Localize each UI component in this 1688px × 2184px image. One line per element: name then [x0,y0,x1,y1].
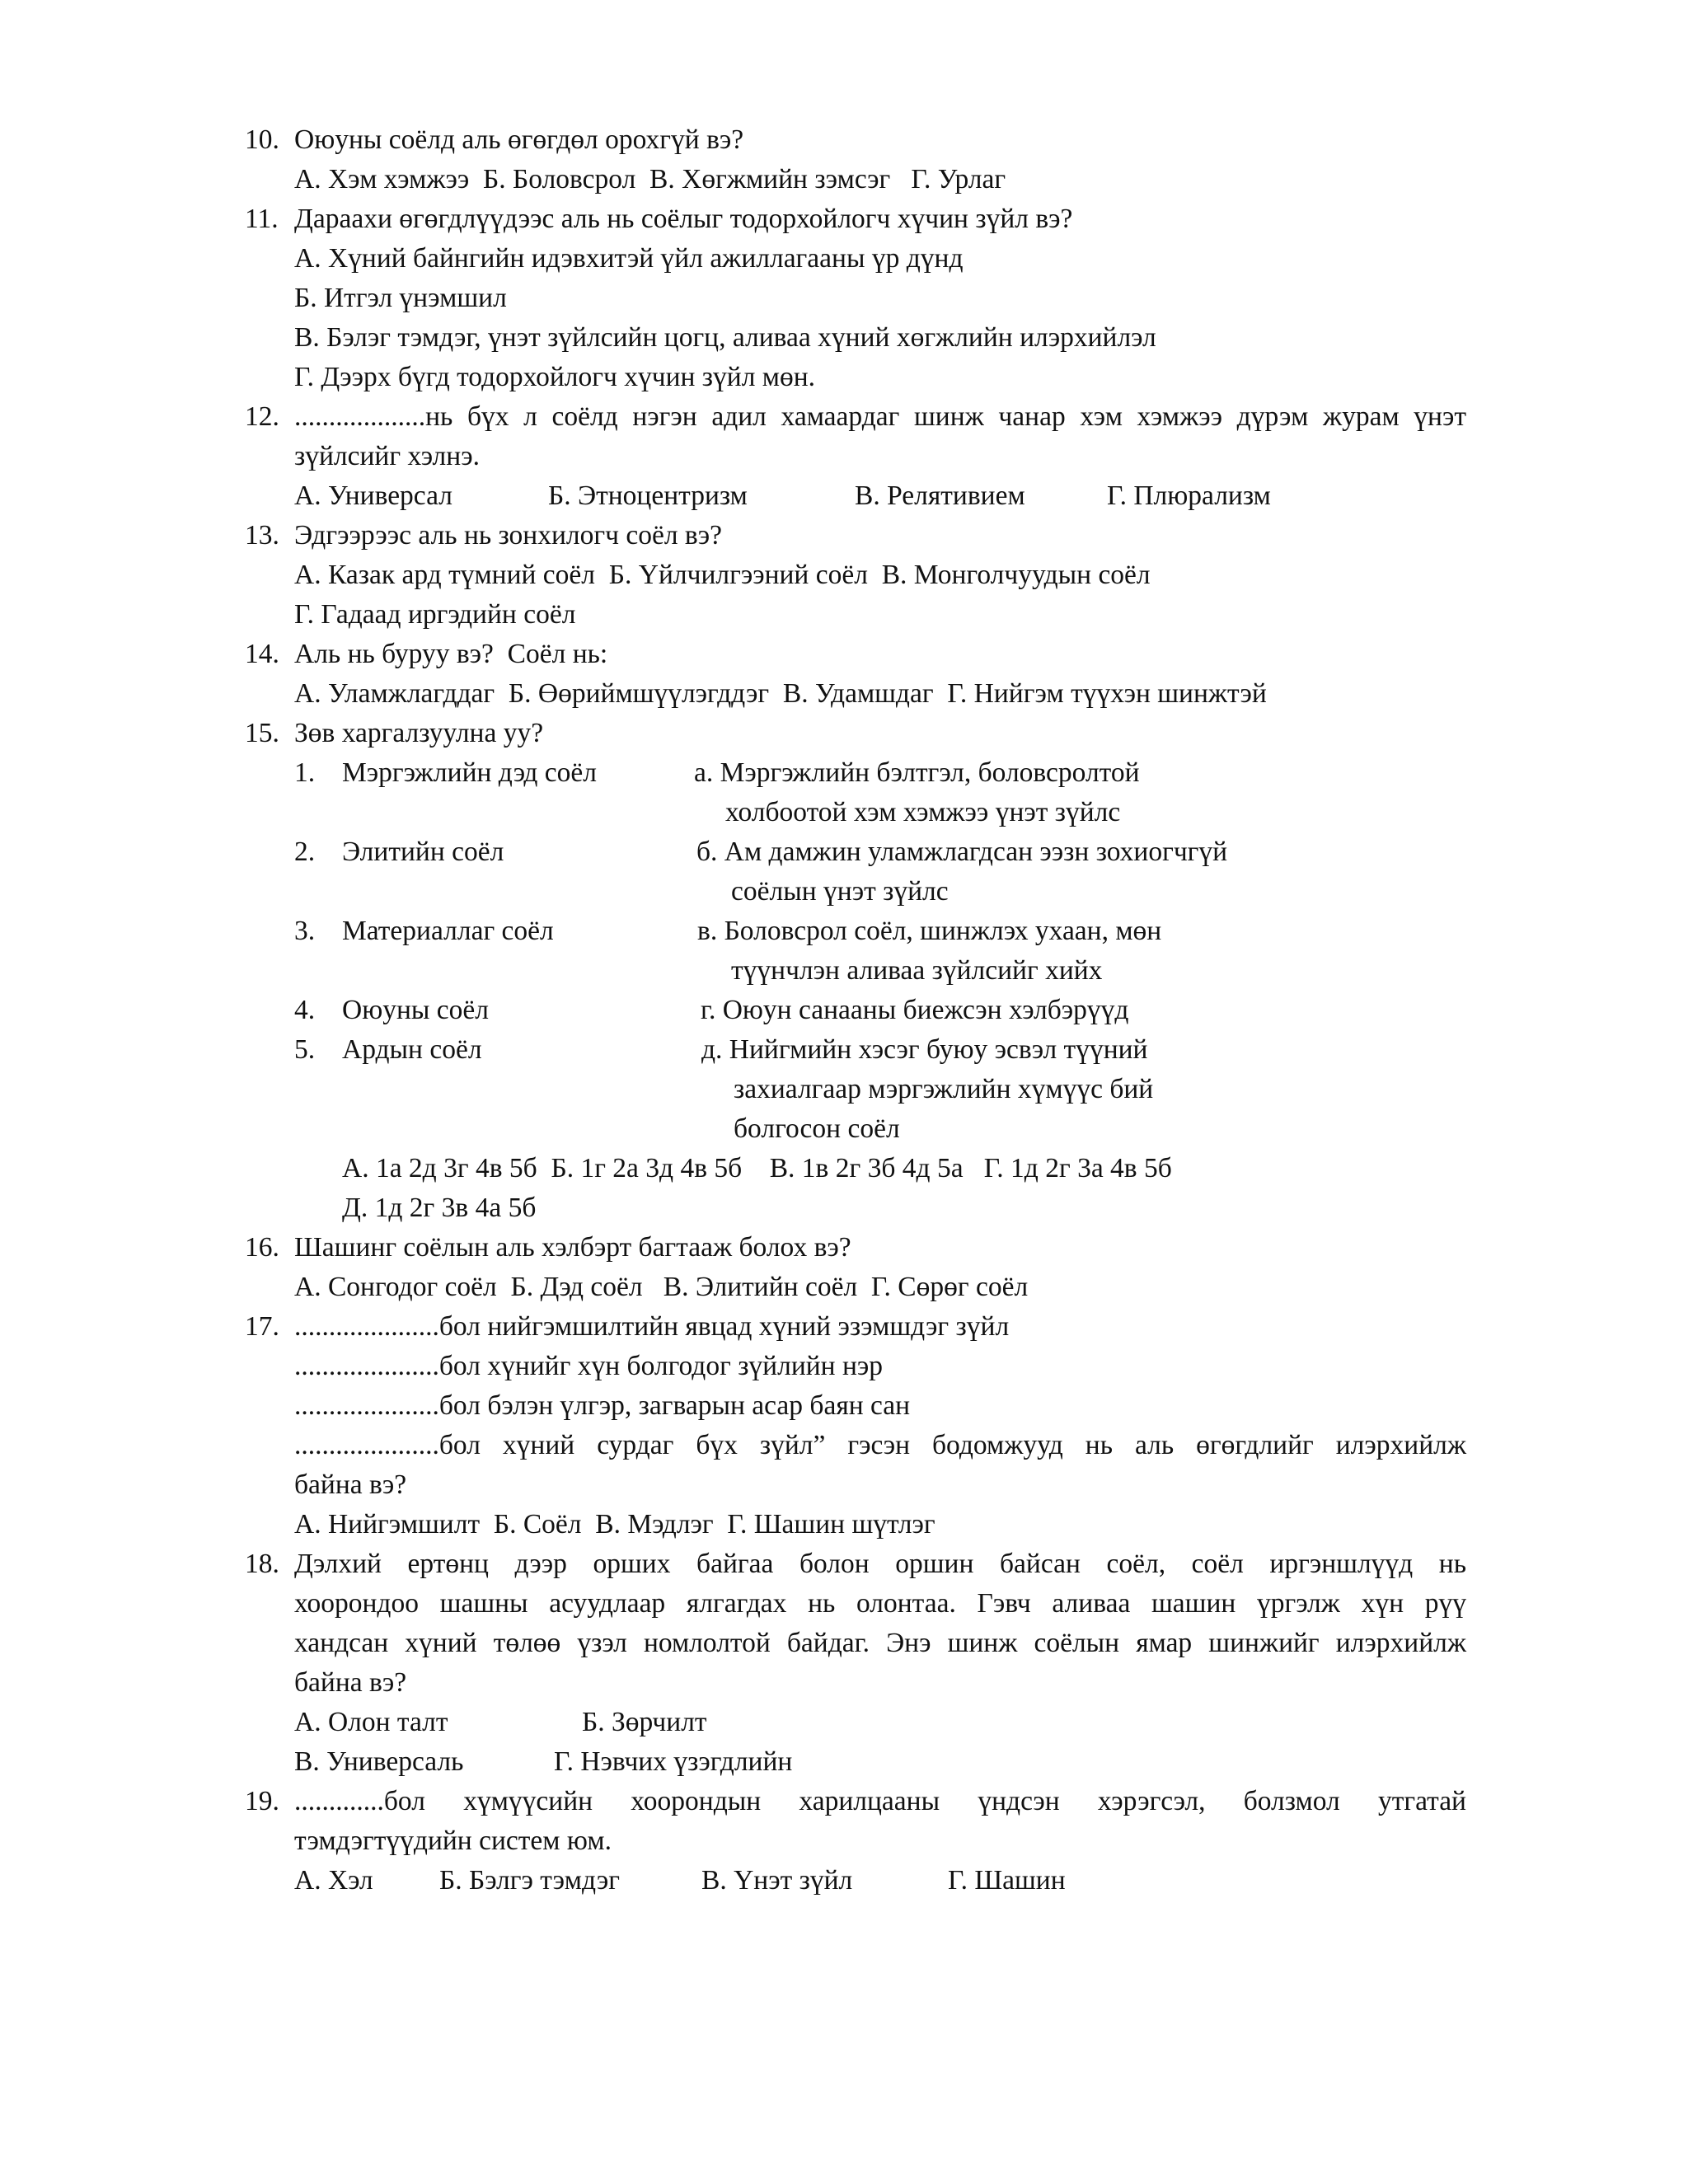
answer-option: Б. Зөрчилт [582,1707,707,1737]
question-text-cont: хандсан хүний төлөө үзэл номлолтой байдаг. Энэ шинж соёлын ямар шинжийг илэрхийлж [294,1628,1466,1658]
question-text: Зөв харгалзуулна уу? [294,718,544,748]
match-left-item: Мэргэжлийн дэд соёл [342,757,597,788]
question-number: 17. [245,1311,279,1342]
answer-options: А. Казак ард түмний соёл Б. Үйлчилгээний соёл В. Монголчуудын соёл [294,560,1151,590]
match-right-item: г. Оюун санааны биежсэн хэлбэрүүд [701,995,1129,1025]
question-text: .....................бол нийгэмшилтийн явцад хүний эзэмшдэг зүйл [294,1311,1010,1342]
question-number: 11. [245,204,279,234]
question-number: 18. [245,1549,279,1579]
match-right-item-cont: захиалгаар мэргэжлийн хүмүүс бий [734,1074,1154,1104]
question-text-cont: тэмдэгтүүдийн систем юм. [294,1825,612,1856]
answer-option: В. Универсаль [294,1746,464,1777]
match-left-number: 2. [294,837,316,867]
question-text: ...................нь бүх л соёлд нэгэн адил хамаардаг шинж чанар хэм хэмжээ дүрэм журам үнэт [294,401,1466,432]
match-left-number: 5. [294,1034,316,1065]
match-right-item: б. Ам дамжин уламжлагдсан ээзн зохиогчгүй [696,837,1228,867]
match-left-item: Материаллаг соёл [342,916,554,946]
question-number: 16. [245,1232,279,1263]
match-right-item-cont: соёлын үнэт зүйлс [731,876,949,907]
answer-option: В. Релятивием [855,480,1025,511]
match-left-number: 4. [294,995,316,1025]
answer-option: Г. Нэвчих үзэгдлийн [554,1746,793,1777]
answer-option: А. Олон талт [294,1707,448,1737]
question-number: 19. [245,1786,279,1816]
question-text: Аль нь буруу вэ? Соёл нь: [294,639,608,669]
match-right-item: а. Мэргэжлийн бэлтгэл, боловсролтой [694,757,1140,788]
answer-option: Г. Плюрализм [1107,480,1271,511]
answer-options: А. Хэм хэмжээ Б. Боловсрол В. Хөгжмийн зэмсэг Г. Урлаг [294,164,1006,194]
question-number: 14. [245,639,279,669]
answer-options: А. Нийгэмшилт Б. Соёл В. Мэдлэг Г. Шашин шүтлэг [294,1509,935,1540]
answer-options: А. Уламжлагддаг Б. Өөриймшүүлэгддэг В. Удамшдаг Г. Нийгэм түүхэн шинжтэй [294,678,1267,709]
question-number: 15. [245,718,279,748]
match-right-item: в. Боловсрол соёл, шинжлэх ухаан, мөн [697,916,1162,946]
match-right-item-cont: болгосон соёл [734,1113,900,1144]
answer-option: В. Бэлэг тэмдэг, үнэт зүйлсийн цогц, аливаа хүний хөгжлийн илэрхийлэл [294,322,1156,353]
match-left-number: 1. [294,757,316,788]
match-left-item: Ардын соёл [342,1034,482,1065]
answer-option: Б. Итгэл үнэмшил [294,283,507,313]
match-right-item-cont: холбоотой хэм хэмжээ үнэт зүйлс [725,797,1121,827]
answer-option: Б. Этноцентризм [548,480,748,511]
answer-option: А. Хүний байнгийн идэвхитэй үйл ажиллагааны үр дүнд [294,243,964,274]
answer-options: А. 1а 2д 3г 4в 5б Б. 1г 2а 3д 4в 5б В. 1в 2г 3б 4д 5а Г. 1д 2г 3а 4в 5б [342,1153,1172,1183]
question-text: Шашинг соёлын аль хэлбэрт багтааж болох вэ? [294,1232,851,1263]
question-number: 10. [245,124,279,155]
answer-options: Г. Гадаад иргэдийн соёл [294,599,576,630]
answer-option: А. Хэл [294,1865,373,1896]
match-right-item: д. Нийгмийн хэсэг буюу эсвэл түүний [701,1034,1148,1065]
question-text-cont: байна вэ? [294,1667,407,1698]
question-number: 12. [245,401,279,432]
question-text: Дараахи өгөгдлүүдээс аль нь соёлыг тодорхойлогч хүчин зүйл вэ? [294,204,1073,234]
answer-option: В. Үнэт зүйл [701,1865,853,1896]
answer-options: Д. 1д 2г 3в 4а 5б [342,1193,537,1223]
answer-option: А. Универсал [294,480,452,511]
question-text-cont: зүйлсийг хэлнэ. [294,441,480,471]
question-text: Эдгээрээс аль нь зонхилогч соёл вэ? [294,520,722,551]
question-text-cont: байна вэ? [294,1469,407,1500]
question-text-cont: .....................бол хүнийг хүн болгодог зүйлийн нэр [294,1351,884,1381]
answer-options: А. Сонгодог соёл Б. Дэд соёл В. Элитийн соёл Г. Сөрөг соёл [294,1272,1029,1302]
question-number: 13. [245,520,279,551]
answer-option: Г. Дээрх бүгд тодорхойлогч хүчин зүйл мөн. [294,362,816,392]
question-text: Оюуны соёлд аль өгөгдөл орохгүй вэ? [294,124,744,155]
question-text-cont: хоорондоо шашны асуудлаар ялгагдах нь олонтаа. Гэвч аливаа шашин үргэлж хүн рүү [294,1588,1466,1619]
match-left-number: 3. [294,916,316,946]
question-text: Дэлхий ертөнц дээр орших байгаа болон оршин байсан соёл, соёл иргэншлүүд нь [294,1549,1466,1579]
question-text-cont: .....................бол бэлэн үлгэр, загварын асар баян сан [294,1390,911,1421]
match-right-item-cont: түүнчлэн аливаа зүйлсийг хийх [731,955,1103,986]
answer-option: Г. Шашин [948,1865,1066,1896]
match-left-item: Оюуны соёл [342,995,489,1025]
question-text-cont: .....................бол хүний сурдаг бүх зүйл” гэсэн бодомжууд нь аль өгөгдлийг илэрхийлж [294,1430,1466,1460]
question-text: .............бол хүмүүсийн хоорондын харилцааны үндсэн хэрэгсэл, болзмол утгатай [294,1786,1466,1816]
answer-option: Б. Бэлгэ тэмдэг [439,1865,620,1896]
match-left-item: Элитийн соёл [342,837,504,867]
